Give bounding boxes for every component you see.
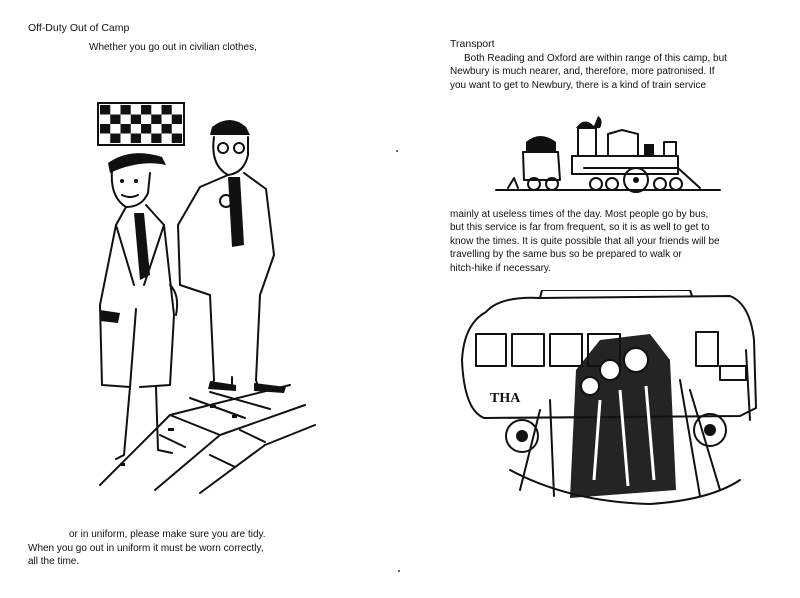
banner-check-square <box>151 134 161 144</box>
paragraph-1 <box>450 52 762 92</box>
banner-check-square <box>100 105 110 115</box>
paragraph-line: you want to get to Newbury, there is a kind of train service <box>450 79 707 91</box>
right-page <box>400 0 800 598</box>
banner-check-square <box>110 134 120 144</box>
gutter-speck <box>396 150 398 152</box>
banner-check-square <box>141 105 151 115</box>
section-heading: Transport <box>450 38 495 50</box>
banner-check-square <box>172 115 182 125</box>
banner-check-square <box>121 105 131 115</box>
caption-line-3: all the time. <box>28 556 80 567</box>
banner-check-square <box>110 115 120 125</box>
banner-check-square <box>100 124 110 134</box>
paragraph-2 <box>450 208 762 275</box>
paragraph-line: but this service is far from frequent, so it is as well to get to <box>450 222 710 234</box>
paragraph-line: Newbury is much nearer, and, therefore, more patronised. If <box>450 66 715 78</box>
pavement <box>100 385 315 493</box>
banner-check-square <box>172 134 182 144</box>
caption-line-2: When you go out in uniform it must be worn correctly, <box>28 543 264 554</box>
banner-check-square <box>162 105 172 115</box>
banner-check-square <box>121 124 131 134</box>
man-with-cap <box>100 153 177 459</box>
bus-crowd-illustration <box>450 290 770 510</box>
banner-check-square <box>162 124 172 134</box>
paragraph-line: know the times. It is quite possible that all your friends will be <box>450 235 720 247</box>
bus-side-lettering: THA <box>490 391 521 406</box>
paragraph-line: hitch-hike if necessary. <box>450 262 551 274</box>
intro-line: Whether you go out in civilian clothes, <box>89 42 257 53</box>
banner-check-square <box>141 124 151 134</box>
paragraph-line: Both Reading and Oxford are within range of this camp, but <box>464 53 727 64</box>
paragraph-line: travelling by the same bus so be prepared to walk or <box>450 249 682 261</box>
banner-check-square <box>151 115 161 125</box>
train-illustration <box>488 108 728 208</box>
banner-check-square <box>131 134 141 144</box>
coal-wagon <box>523 136 560 190</box>
banner-check-square <box>131 115 141 125</box>
two-men-illustration <box>60 95 380 495</box>
checkered-banner <box>98 103 184 145</box>
locomotive <box>572 116 700 192</box>
caption-line-1: or in uniform, please make sure you are tidy. <box>69 529 266 540</box>
paragraph-line: mainly at useless times of the day. Most people go by bus, <box>450 209 709 220</box>
man-with-bowler-hat <box>178 120 286 393</box>
section-heading: Off-Duty Out of Camp <box>28 22 130 34</box>
